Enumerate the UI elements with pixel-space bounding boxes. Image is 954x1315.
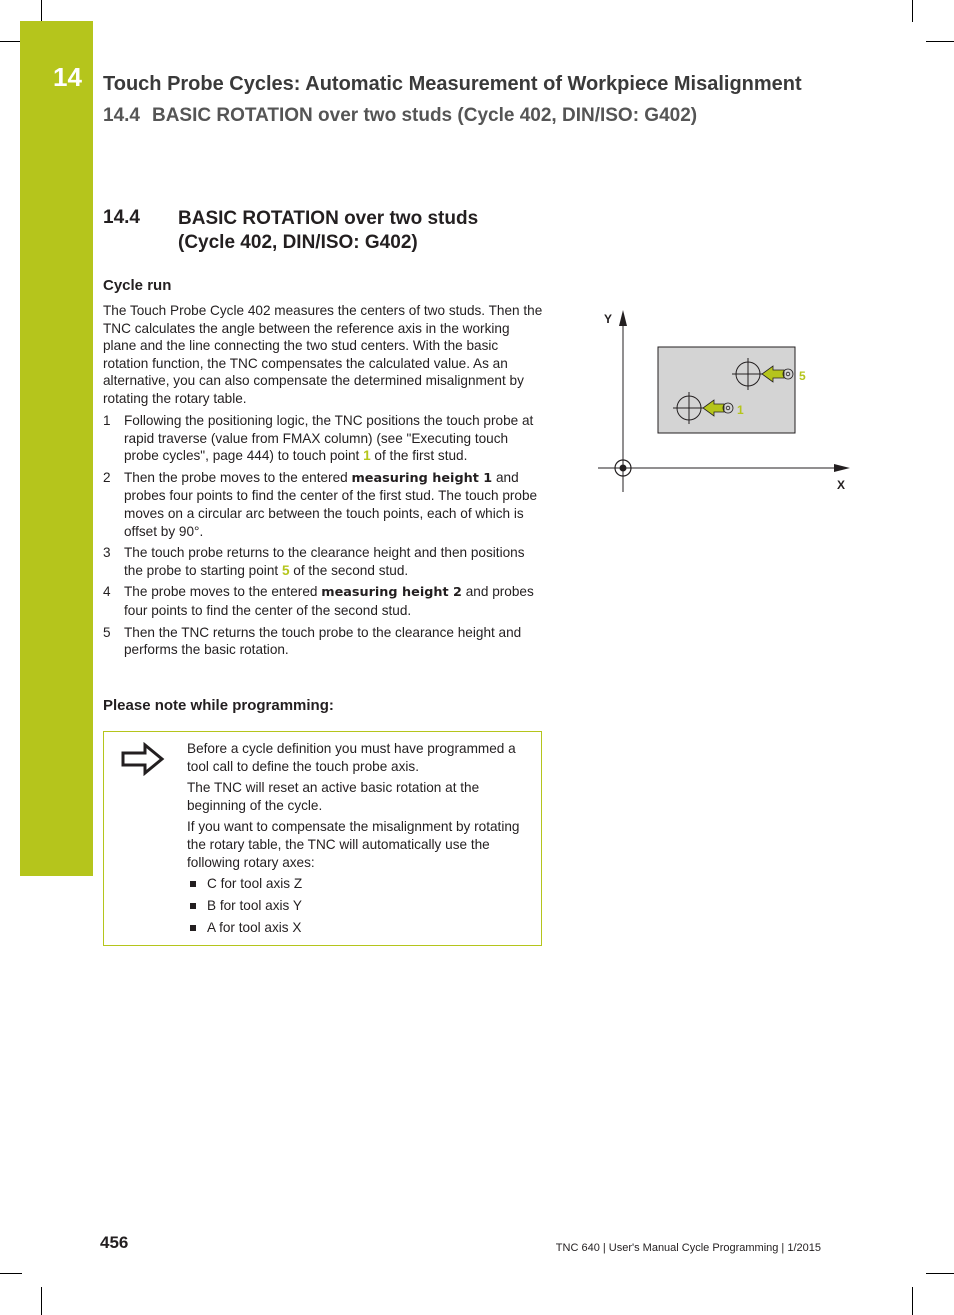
y-axis-label: Y bbox=[604, 312, 613, 326]
list-item: B for tool axis Y bbox=[187, 897, 537, 915]
step-text: Then the probe moves to the entered bbox=[124, 469, 352, 485]
touch-point-1-label: 1 bbox=[737, 403, 744, 417]
list-item bbox=[103, 544, 545, 579]
x-axis-label: X bbox=[837, 478, 846, 492]
datum-center bbox=[620, 465, 627, 472]
step-number: 2 bbox=[103, 469, 111, 485]
programming-note-heading: Please note while programming: bbox=[103, 697, 334, 714]
crop-mark bbox=[912, 0, 913, 22]
section-title-line1: BASIC ROTATION over two studs bbox=[178, 208, 479, 229]
crop-mark bbox=[926, 1273, 954, 1274]
running-section-header bbox=[103, 105, 697, 127]
page-number: 456 bbox=[100, 1233, 129, 1252]
step-number: 3 bbox=[103, 545, 111, 561]
rotary-axes-list bbox=[187, 875, 537, 937]
page-footer: TNC 640 | User's Manual Cycle Programming | 1/2015 bbox=[555, 1242, 821, 1254]
step-text: Then the TNC returns the touch probe to the clearance height and performs the basic rotation. bbox=[124, 624, 522, 658]
list-item bbox=[103, 412, 545, 465]
note-box bbox=[103, 731, 542, 946]
crop-mark bbox=[0, 1273, 22, 1274]
parameter-keyword: measuring height 1 bbox=[351, 470, 493, 486]
touch-point-5-label: 5 bbox=[799, 369, 806, 383]
list-item bbox=[103, 624, 545, 659]
cycle-diagram bbox=[590, 306, 855, 496]
crop-mark bbox=[41, 0, 42, 22]
x-axis-arrowhead bbox=[834, 464, 850, 472]
note-divider bbox=[185, 732, 186, 945]
section-title-line2: (Cycle 402, DIN/ISO: G402) bbox=[178, 232, 418, 253]
step-text: The probe moves to the entered bbox=[124, 584, 322, 600]
running-section-number: 14.4 bbox=[103, 105, 140, 126]
crop-mark bbox=[912, 1287, 913, 1315]
cycle-run-heading: Cycle run bbox=[103, 277, 172, 294]
crop-mark bbox=[926, 41, 954, 42]
step-text: and probes four points to find the center of the second stud. bbox=[124, 584, 534, 618]
section-title bbox=[178, 207, 578, 255]
step-text: of the second stud. bbox=[289, 562, 409, 578]
y-axis-arrowhead bbox=[619, 310, 627, 326]
list-item bbox=[103, 469, 545, 540]
chapter-sidebar bbox=[20, 21, 93, 876]
intro-paragraph: The Touch Probe Cycle 402 measures the centers of two studs. Then the TNC calculates the angle between the reference axis in the working plane and the line connecting the two stud centers. With the basic rotation function, the TNC compensates the calculated value. As an alternative, you can also compensate the determined misalignment by rotating the rotary table. bbox=[103, 303, 543, 406]
workpiece bbox=[658, 347, 795, 433]
cycle-run-intro bbox=[103, 302, 545, 408]
note-text bbox=[187, 740, 537, 941]
cycle-steps bbox=[103, 412, 545, 663]
arrow-right-icon bbox=[120, 742, 166, 776]
step-text: Following the positioning logic, the TNC positions the touch probe at rapid traverse (value from FMAX column) (see "Executing touch probe cycles", page 444) to touch point bbox=[124, 413, 534, 464]
step-number: 4 bbox=[103, 584, 111, 600]
running-section-title: BASIC ROTATION over two studs (Cycle 402, DIN/ISO: G402) bbox=[151, 105, 698, 126]
parameter-keyword: measuring height 2 bbox=[321, 585, 462, 601]
list-item: C for tool axis Z bbox=[187, 875, 537, 893]
chapter-number: 14 bbox=[53, 62, 82, 92]
step-text: and probes four points to find the center of the first stud. The touch probe moves on a circular arc between the touch points, each of which is offset by 90°. bbox=[124, 469, 538, 539]
step-number: 5 bbox=[103, 624, 111, 640]
touch-point-ref: 1 bbox=[363, 448, 371, 464]
step-number: 1 bbox=[103, 413, 111, 428]
list-item bbox=[103, 583, 545, 619]
crop-mark bbox=[0, 41, 22, 42]
step-text: The touch probe returns to the clearance height and then positions the probe to starting point bbox=[124, 545, 525, 578]
note-paragraph: The TNC will reset an active basic rotation at the beginning of the cycle. bbox=[187, 780, 480, 813]
chapter-title: Touch Probe Cycles: Automatic Measurement of Workpiece Misalignment bbox=[103, 73, 802, 95]
list-item: A for tool axis X bbox=[187, 919, 537, 937]
touch-point-ref: 5 bbox=[281, 562, 290, 578]
crop-mark bbox=[41, 1287, 42, 1315]
note-paragraph: If you want to compensate the misalignment by rotating the rotary table, the TNC will automatically use the following rotary axes: bbox=[187, 819, 520, 870]
step-text: of the first stud. bbox=[370, 448, 468, 464]
note-paragraph: Before a cycle definition you must have programmed a tool call to define the touch probe axis. bbox=[187, 741, 516, 774]
section-number: 14.4 bbox=[103, 207, 140, 228]
